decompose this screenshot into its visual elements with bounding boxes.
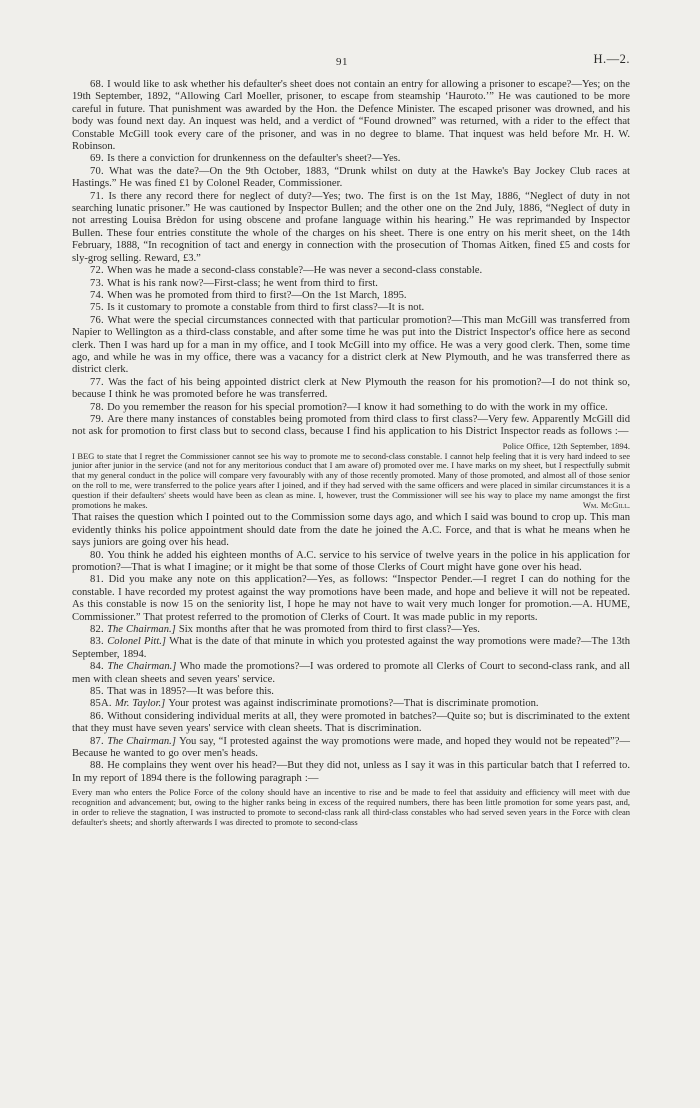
paragraph: 68. I would like to ask whether his defaulter's sheet does not contain an entry for allowing a prisoner to escape?—Yes; on the 19th September, 1892, “Allowing Carl Moeller, prisoner, to escape from steamship ‘Hauroto.’” He was cautioned to be more careful in future. That punishment was awarded by the Hon. the Defence Minister. The escaped prisoner was drowned, and his body was found next day. An inquest was held, and a verdict of “Found drowned” was returned, with a rider to the effect that Constable McGill took every care of the prisoner, and was in no degree to blame. That inquest was held before Mr. H. W. Robinson. bbox=[72, 79, 630, 153]
paragraph: Police Office, 12th September, 1894. bbox=[502, 440, 630, 451]
speaker-name: The Chairman.] bbox=[107, 661, 180, 673]
question-number: 71. bbox=[90, 190, 109, 202]
paragraph: 79. Are there many instances of constables being promoted from third class to first class?—Very few. Apparently McGill did not ask for promotion to first class but to second class, because I find his application to his District Inspector reads as follows :— bbox=[72, 413, 630, 438]
question-number: 86. bbox=[90, 710, 108, 722]
speaker-name: The Chairman.] bbox=[107, 624, 179, 636]
document-body bbox=[72, 79, 630, 829]
page-number: 91 bbox=[336, 56, 348, 68]
paragraph: 75. Is it customary to promote a constable from third to first class?—It is not. bbox=[90, 302, 425, 314]
question-number: 76. bbox=[90, 314, 108, 326]
paragraph: 69. Is there a conviction for drunkenness on the defaulter's sheet?—Yes. bbox=[90, 153, 401, 165]
document-reference: H.—2. bbox=[593, 52, 630, 66]
paragraph: 85A. Mr. Taylor.] Your protest was against indiscriminate promotions?—That is discriminate promotion. bbox=[90, 698, 539, 710]
letter-signature: Wm. McGill. bbox=[582, 499, 630, 510]
question-number: 88. bbox=[90, 760, 108, 772]
question-number: 85. bbox=[90, 686, 108, 698]
speaker-name: Colonel Pitt.] bbox=[107, 636, 170, 648]
paragraph: 74. When was he promoted from third to first?—On the 1st March, 1895. bbox=[90, 289, 407, 301]
question-number: 74. bbox=[90, 289, 108, 301]
paragraph: 80. You think he added his eighteen months of A.C. service to his service of twelve years in the police in his application for promotion?—That is what I imagine; or it might be that some of those Clerks of Court might have gone over his head. bbox=[72, 549, 630, 573]
question-number: 85A. bbox=[90, 698, 115, 710]
paragraph: 87. The Chairman.] You say, “I protested against the way promotions were made, and hoped they would not be repeated”?—Because he wanted to go over men's heads. bbox=[72, 735, 631, 760]
paragraph: 71. Is there any record there for neglect of duty?—Yes; two. The first is on the 1st May, 1886, “Neglect of duty in not searching lunatic prisoner.” He was cautioned by Inspector Bullen; and the other one on the 2nd July, 1886, “Neglect of duty in not arresting Louisa Brèdon for using obscene and profane language within his hearing.” He was reprimanded by Inspector Bullen. These four entries constitute the whole of the charges on his sheet. There is one entry on his merit sheet, on the 14th February, 1888, “In recognition of tact and energy in connection with the prosecution of Thomas Aitken, fined £5 and costs for sly-grog selling. Reward, £3.” bbox=[72, 190, 630, 264]
page-header bbox=[0, 52, 700, 72]
question-number: 72. bbox=[90, 265, 108, 277]
paragraph: 72. When was he made a second-class constable?—He was never a second-class constable. bbox=[90, 265, 483, 277]
paragraph: 78. Do you remember the reason for his special promotion?—I know it had something to do with the work in my office. bbox=[90, 401, 608, 413]
question-number: 84. bbox=[90, 661, 108, 673]
paragraph: I BEG to state that I regret the Commissioner cannot see his way to promote me to second-class constable. I cannot help feeling that it is very hard indeed to see junior after junior in the service (and not for any meritorious conduct that I am aware of) promoted over me. I have marks on my sheet, but I respectfully submit that my general conduct in the police will compare very favourably with any of those recently promoted. Many of those promoted, and almost all of those senior on the roll to me, were transferred to the police years after I joined, and if they had served with the same officers and were placed in similar circumstances it is a question if their defaulters' sheets would have been as clean as mine. I, however, trust the Commissioner will see his way to place my name amongst the first promotions he makes. Wm. McGill. bbox=[72, 450, 630, 510]
paragraph: 73. What is his rank now?—First-class; he went from third to first. bbox=[90, 277, 378, 289]
question-number: 69. bbox=[90, 153, 108, 165]
question-number: 78. bbox=[90, 401, 108, 413]
paragraph: 85. That was in 1895?—It was before this. bbox=[90, 686, 274, 698]
question-number: 68. bbox=[90, 79, 108, 90]
question-number: 70. bbox=[90, 165, 110, 177]
question-number: 79. bbox=[90, 413, 108, 425]
paragraph: 84. The Chairman.] Who made the promotions?—I was ordered to promote all Clerks of Court to second-class rank, and all men with clean sheets and seven years' service. bbox=[72, 661, 630, 685]
question-number: 80. bbox=[90, 549, 108, 561]
paragraph: 82. The Chairman.] Six months after that he was promoted from third to first class?—Yes. bbox=[90, 624, 480, 636]
question-number: 77. bbox=[90, 376, 109, 388]
paragraph: 70. What was the date?—On the 9th October, 1883, “Drunk whilst on duty at the Hawke's Bay Jockey Club races at Hastings.” He was fined £1 by Colonel Reader, Commissioner. bbox=[72, 165, 631, 190]
paragraph: 83. Colonel Pitt.] What is the date of that minute in which you protested against the way promotions were made?—The 13th September, 1894. bbox=[72, 636, 630, 660]
question-number: 81. bbox=[90, 574, 109, 586]
question-number: 83. bbox=[90, 636, 108, 648]
speaker-name: The Chairman.] bbox=[107, 735, 180, 747]
paragraph: 88. He complains they went over his head?—But they did not, unless as I say it was in this particular batch that I referred to. In my report of 1894 there is the following paragraph :— bbox=[72, 760, 630, 784]
paragraph: 76. What were the special circumstances connected with that particular promotion?—This man McGill was transferred from Napier to Wellington as a third-class constable, and after some time he was put into the District Inspector's office here as second clerk. Then I was hard up for a man in my office, and I took McGill into my office. He was a very good clerk. Then, some time ago, and while he was in my office, there was a vacancy for a district clerk at New Plymouth, and he was transferred there as district clerk. bbox=[72, 314, 631, 376]
paragraph: 86. Without considering individual merits at all, they were promoted in batches?—Quite so; but is discriminated to the extent that they must have seven years' service with clean sheets. That is discrimination. bbox=[72, 710, 630, 735]
question-number: 75. bbox=[90, 302, 108, 314]
paragraph: 81. Did you make any note on this application?—Yes, as follows: “Inspector Pender.—I regret I can do nothing for the constable. I have recorded my protest against the way promotions have been made, and hope and believe it will not be repeated. As this constable is now 15 on the seniority list, I hope he may not have to wait very much longer for promotion.—A. HUME, Commissioner.” That protest referred to the promotion of Clerks of Court. It was made public in my reports. bbox=[72, 574, 630, 623]
paragraph: Every man who enters the Police Force of the colony should have an incentive to rise and be made to feel that assiduity and efficiency will meet with due recognition and advancement; but, owing to the higher ranks being in excess of the required numbers, there has been little promotion for some years past, and, in order to relieve the stagnation, I was instructed to promote to second-class rank all third-class constables who had served seven years in the Force with clean defaulter's sheets; and shortly afterwards I was directed to promote to second-class bbox=[72, 787, 630, 827]
question-number: 87. bbox=[90, 735, 108, 747]
paragraph: That raises the question which I pointed out to the Commission some days ago, and which I said was bound to crop up. This man evidently thinks his police appointment should date from the date he joined the A.C. Force, and that is what he means when he says juniors are going over his head. bbox=[72, 512, 630, 549]
question-number: 73. bbox=[90, 277, 108, 289]
question-number: 82. bbox=[90, 624, 108, 636]
paragraph: 77. Was the fact of his being appointed district clerk at New Plymouth the reason for his promotion?—I do not think so, because I think he was promoted before he was transferred. bbox=[72, 376, 630, 401]
speaker-name: Mr. Taylor.] bbox=[114, 698, 169, 710]
